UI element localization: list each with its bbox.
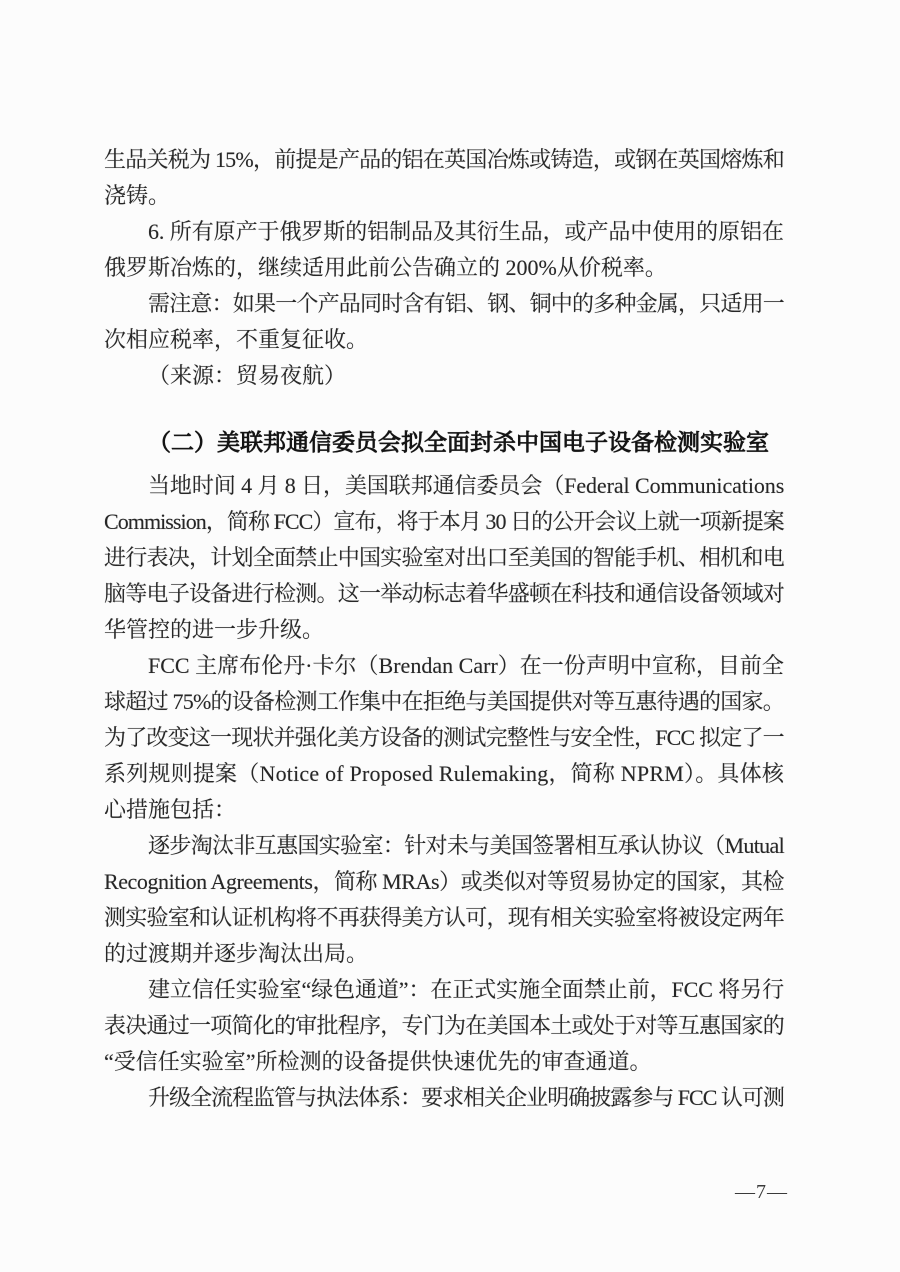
text-line-content: 为了改变这一现状并强化美方设备的测试完整性与安全性，FCC 拟定了一: [104, 725, 784, 750]
page-number: —7—: [735, 1181, 788, 1203]
text-line: [104, 1080, 784, 1116]
text-line: [104, 468, 784, 504]
text-line: [104, 648, 784, 684]
text-line: [104, 178, 784, 214]
text-line-content: 测实验室和认证机构将不再获得美方认可，现有相关实验室将被设定两年: [104, 905, 785, 930]
text-line-content: Recognition Agreements，简称 MRAs）或类似对等贸易协定的国家，其检: [104, 869, 785, 894]
text-line: [104, 576, 784, 612]
text-line-content: 升级全流程监管与执法体系：要求相关企业明确披露参与 FCC 认可测: [148, 1085, 784, 1110]
text-line: [104, 972, 784, 1008]
text-line: [104, 756, 784, 792]
text-line: [104, 286, 784, 322]
text-line-content: 当地时间 4 月 8 日，美国联邦通信委员会（Federal Communications: [148, 473, 785, 498]
text-line-content: 进行表决，计划全面禁止中国实验室对出口至美国的智能手机、相机和电: [104, 545, 785, 570]
text-line-content: Commission，简称 FCC）宣布，将于本月 30 日的公开会议上就一项新提案: [104, 509, 784, 534]
text-line-content: （来源：贸易夜航）: [148, 363, 347, 388]
text-line: [104, 142, 784, 178]
text-line-content: 逐步淘汰非互惠国实验室：针对未与美国签署相互承认协议（Mutual: [148, 833, 785, 858]
section-heading-text: （二）美联邦通信委员会拟全面封杀中国电子设备检测实验室: [148, 429, 769, 455]
text-line-content: 心措施包括：: [104, 797, 237, 822]
text-line-content: 建立信任实验室“绿色通道”：在正式实施全面禁止前，FCC 将另行: [148, 977, 785, 1002]
text-line: [104, 504, 784, 540]
text-line: [104, 358, 784, 394]
text-line: [104, 792, 784, 828]
text-line: [104, 1008, 784, 1044]
text-line: [104, 828, 784, 864]
text-line: [104, 936, 784, 972]
text-line: [104, 720, 784, 756]
text-line-content: 生品关税为 15%，前提是产品的铝在英国冶炼或铸造，或钢在英国熔炼和: [104, 147, 784, 172]
text-line-content: 需注意：如果一个产品同时含有铝、钢、铜中的多种金属，只适用一: [148, 291, 785, 316]
text-line: [104, 322, 784, 358]
text-line-content: 次相应税率，不重复征收。: [104, 327, 369, 352]
text-line: [104, 250, 784, 286]
text-line-content: 脑等电子设备进行检测。这一举动标志着华盛顿在科技和通信设备领域对: [104, 581, 785, 606]
text-line: [104, 1044, 784, 1080]
text-line-content: 华管控的进一步升级。: [104, 617, 325, 642]
text-line-content: 系列规则提案（Notice of Proposed Rulemaking，简称 NPRM）。具体核: [104, 761, 785, 786]
text-line-content: 6. 所有原产于俄罗斯的铝制品及其衍生品，或产品中使用的原铝在: [148, 219, 784, 244]
text-line: [104, 612, 784, 648]
text-line-content: 浇铸。: [104, 183, 171, 208]
text-line: [104, 864, 784, 900]
text-line: [104, 540, 784, 576]
text-line-content: FCC 主席布伦丹·卡尔（Brendan Carr）在一份声明中宣称，目前全: [148, 653, 784, 678]
text-line-content: 的过渡期并逐步淘汰出局。: [104, 941, 369, 966]
text-line-content: 俄罗斯冶炼的，继续适用此前公告确立的 200%从价税率。: [104, 255, 667, 280]
text-line-content: 球超过 75%的设备检测工作集中在拒绝与美国提供对等互惠待遇的国家。: [104, 689, 784, 714]
document-text-block: [104, 142, 784, 1116]
section-heading: [104, 424, 784, 460]
text-line-content: “受信任实验室”所检测的设备提供快速优先的审查通道。: [104, 1049, 652, 1074]
text-line: [104, 900, 784, 936]
text-line: [104, 684, 784, 720]
text-line-content: 表决通过一项简化的审批程序，专门为在美国本土或处于对等互惠国家的: [104, 1013, 785, 1038]
text-line: [104, 214, 784, 250]
